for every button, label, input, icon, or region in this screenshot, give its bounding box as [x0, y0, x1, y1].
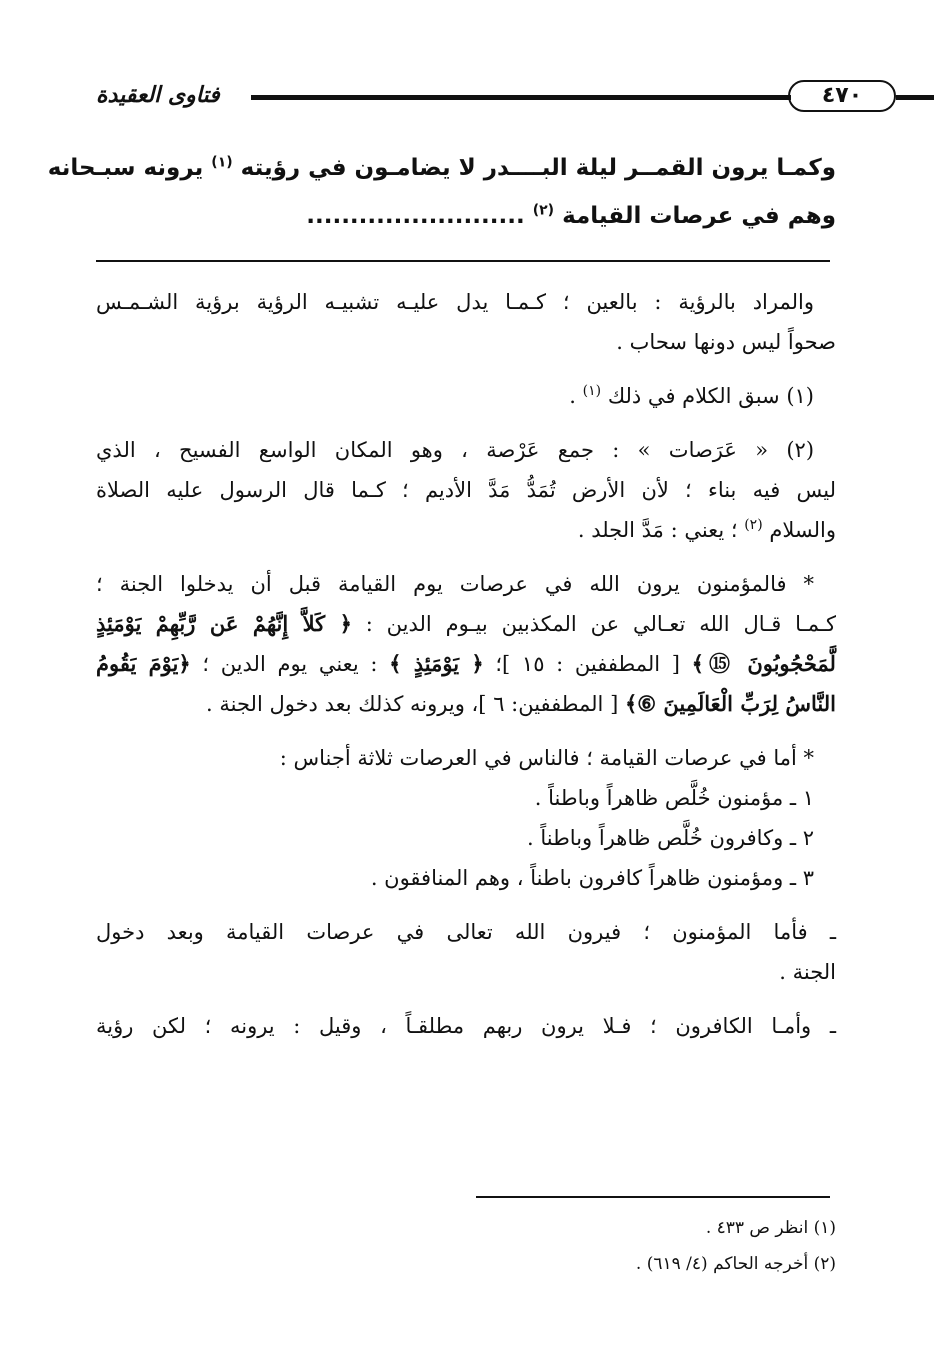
list-item: ٣ ـ ومؤمنون ظاهراً كافرون باطناً ، وهم المنافقون . — [370, 866, 814, 890]
text-span: (١) سبق الكلام في ذلك — [607, 384, 814, 408]
running-title: فتاوى العقيدة — [96, 83, 220, 108]
footnote-marker: (١) — [582, 383, 602, 399]
text-line — [96, 510, 836, 550]
matn-dots: ......................... — [306, 203, 525, 229]
footnote: (١) انظر ص ٤٣٣ . — [705, 1218, 836, 1238]
text-line: ـ فأما المؤمنون ؛ فيرون الله تعالى في عرصات القيامة وبعد دخول — [96, 920, 836, 944]
quran-verse: لَّمَحْجُوبُونَ ⑮﴾ — [691, 651, 836, 676]
footnote-marker: (٢) — [744, 517, 763, 533]
matn-text: وكمـا يرون القمــر ليلة البــــدر لا يضامـون في رؤيته — [240, 155, 836, 181]
paragraph — [96, 282, 836, 362]
citation: [ المطففين: ٦ ]، ويرونه كذلك بعد دخول الجنة . — [206, 692, 619, 716]
text-line: * أما في عرصات القيامة ؛ فالناس في العرصات ثلاثة أجناس : — [279, 746, 814, 770]
text-line: والمراد بالرؤية : بالعين ؛ كـمـا يدل عليـه تشبيـه الرؤية برؤية الشـمـس — [96, 290, 814, 314]
page-number: ٤٧٠ — [788, 80, 896, 112]
footnote-marker: (٢) — [532, 202, 555, 219]
paragraph — [96, 564, 836, 724]
header-rule-end — [896, 95, 934, 100]
text-line — [96, 604, 836, 644]
list-item: ١ ـ مؤمنون خُلَّص ظاهراً وباطناً . — [534, 786, 814, 810]
paragraph — [96, 376, 836, 416]
text-line — [96, 684, 836, 724]
text-line: ـ وأمـا الكافرون ؛ فـلا يرون ربهم مطلقـاً ، وقيل : يرونه ؛ لكن رؤية — [96, 1014, 836, 1038]
text-span: ؛ يعني : مَدَّ الجلد . — [577, 518, 738, 542]
paragraph — [96, 430, 836, 550]
commentary-body — [96, 282, 836, 1060]
text-span: كـمـا قـال الله تعـالي عن المكذبين بيـوم الدين : — [365, 612, 836, 636]
text-line: صحواً ليس دونها سحاب . — [616, 330, 836, 354]
quran-verse: النَّاسُ لِرَبِّ الْعَالَمِينَ ⑥﴾ — [624, 691, 836, 716]
text-line — [96, 376, 836, 416]
matn-line-2 — [96, 192, 836, 240]
paragraph — [96, 1006, 836, 1046]
header-rule — [251, 95, 791, 100]
quran-verse: ﴿ يَوْمَئِذٍ ﴾ — [389, 651, 484, 676]
footnote: (٢) أخرجه الحاكم (٤/ ٦١٩) . — [635, 1254, 836, 1274]
section-divider — [96, 260, 830, 262]
text-line: الجنة . — [779, 960, 836, 984]
matn-text: يرونه سبـحانه — [47, 155, 204, 181]
paragraph — [96, 912, 836, 992]
matn-verse — [47, 144, 836, 240]
paragraph — [96, 738, 836, 898]
list-item: ٢ ـ وكافرون خُلَّص ظاهراً وباطناً . — [527, 826, 814, 850]
text-span: . — [569, 384, 576, 408]
footnote-marker: (١) — [211, 154, 233, 171]
footnotes — [96, 1210, 836, 1282]
page-header — [96, 78, 863, 118]
citation: [ المطففين : ١٥ ]؛ — [495, 652, 680, 676]
quran-verse: ﴿ كَلاَّ إِنَّهُمْ عَن رَّبِّهِمْ يَوْمَئِذٍ — [96, 611, 352, 636]
text-line — [96, 644, 836, 684]
text-span: : يعني يوم الدين ؛ — [202, 652, 378, 676]
matn-text: وهم في عرصات القيامة — [562, 203, 836, 229]
text-line: ليس فيه بناء ؛ لأن الأرض تُمَدُّ مَدَّ الأديم ؛ كـما قال الرسول عليه الصلاة — [96, 478, 836, 502]
text-span: والسلام — [769, 518, 836, 542]
matn-line-1 — [47, 144, 836, 192]
quran-verse: ﴿يَوْمَ يَقُومُ — [96, 651, 191, 676]
text-line: * فالمؤمنون يرون الله في عرصات يوم القيامة قبل أن يدخلوا الجنة ؛ — [96, 572, 814, 596]
text-line: (٢) « عَرَصات » : جمع عَرْصة ، وهو المكان الواسع الفسيح ، الذي — [96, 438, 815, 462]
footnote-rule — [476, 1196, 830, 1198]
